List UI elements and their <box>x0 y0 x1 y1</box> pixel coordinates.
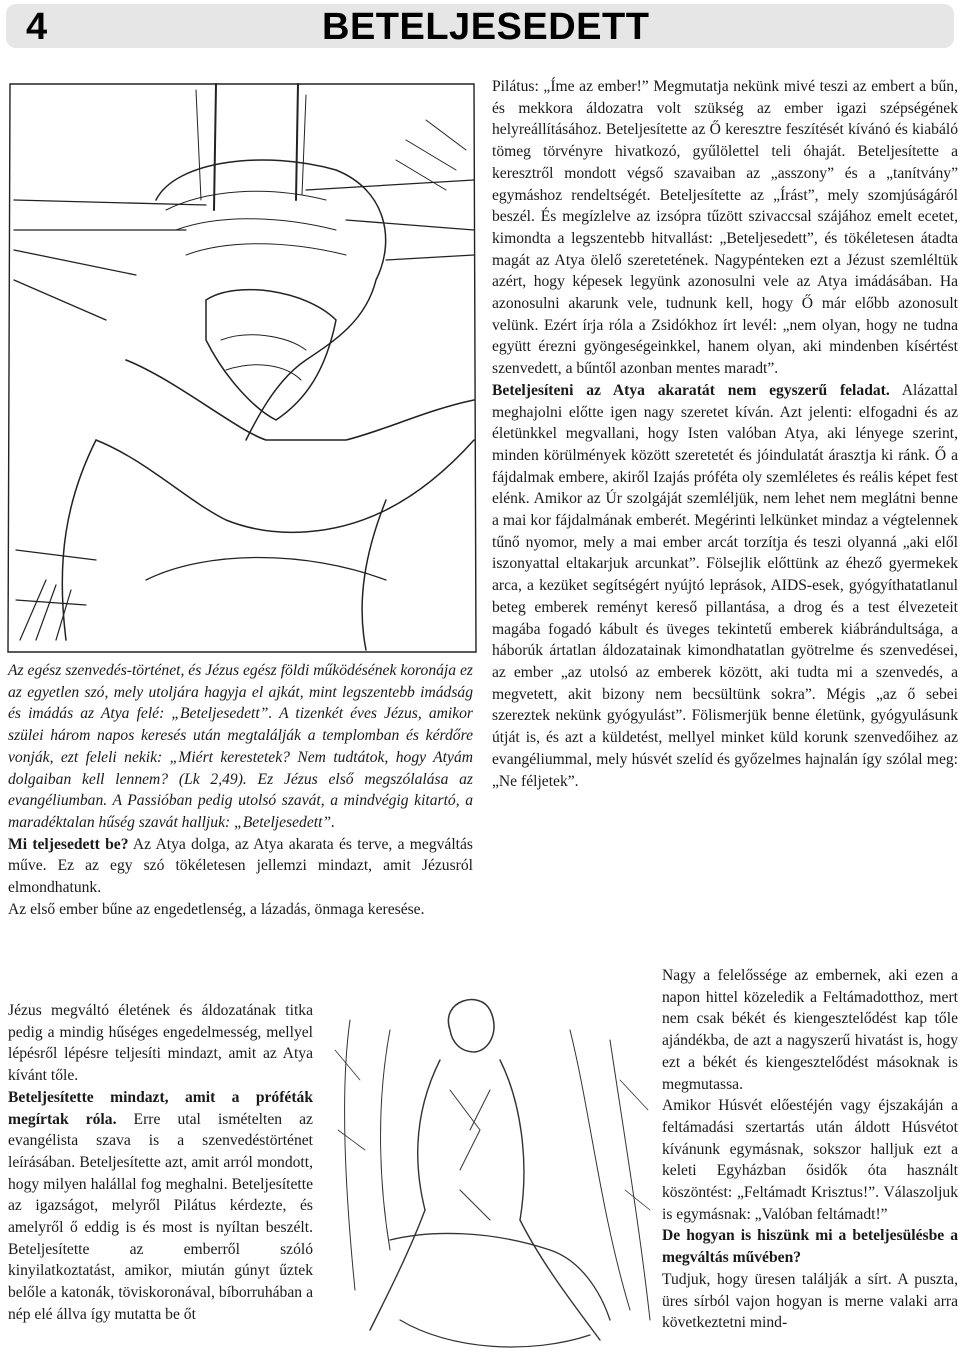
right-column-upper <box>492 76 958 792</box>
paragraph-husvet: Amikor Húsvét előestéjén vagy éjszakáján a feltámadási szertartás után áldott Húsvétot kívánunk egymásnak, sokszor halljuk ezt a keleti Egyházban ősidők óta használt köszöntést: „Feltámadt Krisztus!”. Válaszoljuk is egymásnak: „Valóban feltámadt!” <box>662 1097 958 1223</box>
paragraph-pilatus: Pilátus: „Íme az ember!” Megmutatja nekünk mivé teszi az embert a bűn, és mekkora áldozatra volt szükség az ember igazi szépségének helyreállításához. Beteljesítette az Ő keresztre feszítését kívánó és kiabáló tömeg törvényre hivatkozó, gyűlölettel teli óhaját. Beteljesítette a keresztről mondott végső szavaiban az „asszony” és a „tanítvány” egymáshoz rendeltségét. Beteljesítette az „Írást”, mely szomjúságáról beszél. És megízlelve az izsópra tűzött szivaccsal szájához emelt ecetet, kimondta a legszentebb hitvallást: „Beteljesedett”, és tökéletesen átadta magát az Atya ölelő szeretetének. Nagypénteken ezt a Jézust szemléltük azért, hogy képesek legyünk azonosulni vele az Atya imádásában. Ha azonosulni akarunk vele, tudnunk kell, hogy Ő már előbb azonosult velünk. Ezért írja róla a Zsidókhoz írt levél: „nem olyan, hogy ne tudna együtt érezni gyöngeségeinkkel, hanem olyan, aki mindenben kísértést szenvedett, a bűntől azonban mentes maradt”. <box>492 78 958 378</box>
risen-christ-sketch-icon <box>330 990 655 1363</box>
paragraph-felelosseg: Nagy a felelőssége az embernek, aki ezen a napon hittel közeledik a Feltámadotthoz, mert nem csak békét és kiengesztelődést kap tőle ajándékba, de azt a nagyszerű hivatást is, hogy ezt a békét és kiengesztelődést másoknak is megmutassa. <box>662 967 958 1093</box>
page-header <box>6 4 954 48</box>
crucifixion-illustration <box>6 80 480 655</box>
paragraph-ures-sir: Tudjuk, hogy üresen találják a sírt. A puszta, üres sírból vajon hogyan is merne valaki arra következtetni mind- <box>662 1270 958 1332</box>
lead-question: Mi teljesedett be? <box>8 835 129 853</box>
intro-paragraph: Az egész szenvedés-történet, és Jézus egész földi működésének koronája ez az egyetlen szó, mely utoljára hagyja el ajkát, mint legszentebb imádság és imádás az Atya felé: „Beteljesedett”. A tizenkét éves Jézus, amikor szülei három napos keresés után megtalálják a templomban és kérdőre vonják, ezt feleli nekik: „Miért kerestetek? Nem tudtátok, hogy Atyám dolgaiban kell lennem? (Lk 2,49). Ez Jézus első megszólalása az evangéliumban. A Passióban pedig utolsó szavát, a mindvégig kitartó, a maradéktalan hűség szavát halljuk: „Beteljesedett”. <box>8 662 473 831</box>
left-column-upper <box>8 660 473 920</box>
risen-christ-illustration <box>330 990 655 1363</box>
lead-atya-akarata: Beteljesíteni az Atya akaratát nem egyszerű feladat. <box>492 381 890 399</box>
page-title: BETELJESEDETT <box>322 6 650 48</box>
paragraph-elso-ember: Az első ember bűne az engedetlenség, a lázadás, önmaga keresése. <box>8 900 425 918</box>
crucifixion-sketch-icon <box>6 80 480 655</box>
paragraph-profetak: Beteljesítette mindazt, amit a próféták megírtak róla. Erre utal ismételten az evangélista szava is a szenvedéstörténet leírásában. Beteljesítette azt, amit arról mondott, hogy milyen halállal fog meghalni. Beteljesítette az igazságot, melyről Pilátus kérdezte, és amelyről ő eddig is és most is nyíltan beszélt. Beteljesítette az emberről szóló kinyilatkoztatást, amikor, miután gúnyt űztek belőle a katonák, töviskoronával, bíborruhában a nép elé állva így mutatta be őt <box>8 1088 313 1323</box>
paragraph-mi-teljesedett: Mi teljesedett be? Az Atya dolga, az Atya akarata és terve, a megváltás műve. Ez az egy szó tökéletesen jellemzi mindazt, amit Jézusról elmondhatunk. <box>8 835 473 897</box>
lead-profetak: Beteljesítette mindazt, amit a próféták megírtak róla. <box>8 1088 313 1128</box>
page-number: 4 <box>26 6 48 48</box>
left-column-lower <box>8 1000 313 1326</box>
paragraph-atya-akarata: Beteljesíteni az Atya akaratát nem egyszerű feladat. Alázattal meghajolni előtte igen nagy szeretet kíván. Azt jelenti: elfogadni és az életünkkel megvallani, hogy Isten valóban Atya, aki lényege szerint, minden körülmények között szeretetét és jóindulatát árasztja ki ránk. Ő a fájdalmak embere, akiről Izajás próféta oly szemléletes és reális képet fest elénk. Amikor az Úr szolgáját szemléljük, nem lehet nem meglátni benne a mai kor fájdalmának emberét. Megérinti lelkünket mindaz a végtelennek tűnő nyomor, mely a mai ember arcát torzítja és teszi olyanná „aki elől iszonyattal eltakarjuk arcunkat”. Fölsejlik előttünk az éhező gyermekek arca, a kezüket segítségért nyújtó leprások, AIDS-esek, gyógyíthatatlanul beteg emberek reményt kereső pillantása, a drog és a test élvezeteit magába fogadó kábult és üveges tekintetű emberek kiábrándultsága, a háborúk ártatlan áldozatainak kimondhatatlan gyötrelme és szenvedései, az ember „az utolsó az emberek között, aki tudta mi a szenvedés, a megvetett, akit bizony nem becsültünk sokra”. Mégis „az ő sebei szereztek nekünk gyógyulást”. Fölismerjük benne életünk, gyógyulásunk útját is, és azt a küldetést, mellyel minket küld korunk szenvedőihez az evangéliummal, mely húsvét szelíd és győzelmes hajnalán így szólal meg: „Ne féljetek”. <box>492 381 958 790</box>
paragraph-hogyan-hiszunk <box>662 1225 958 1268</box>
paragraph-engedelmesseg: Jézus megváltó életének és áldozatának titka pedig a mindig hűséges engedelmesség, mellyel lépésről lépésre teljesíti mindazt, amit az Atya kívánt tőle. <box>8 1002 313 1085</box>
right-column-lower <box>662 965 958 1334</box>
lead-hogyan-hiszunk: De hogyan is hiszünk mi a beteljesülésbe a megváltás művében? <box>662 1227 958 1267</box>
